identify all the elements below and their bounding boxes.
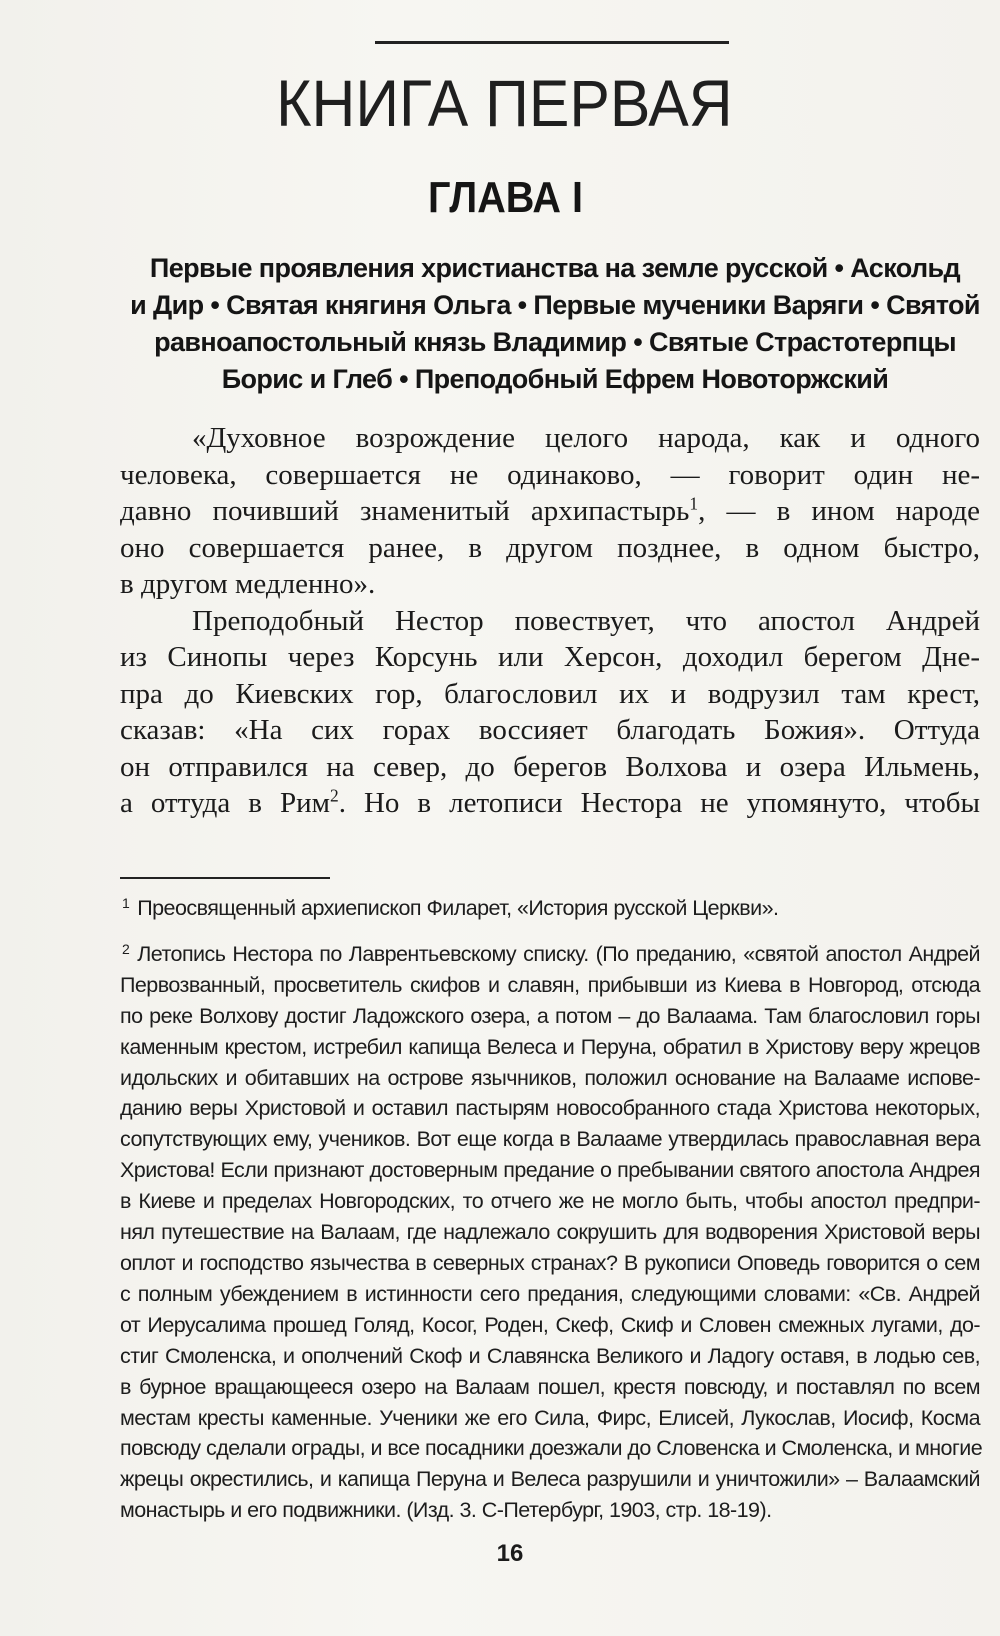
footnote-line: местам кресты каменные. Ученики же его Сила, Фирс, Елисей, Лукослав, Иосиф, Косма [120, 1405, 980, 1430]
text-line [120, 493, 980, 530]
footnote-line: с полным убеждением в истинности сего предания, следующими словами: «Св. Андрей [120, 1281, 980, 1306]
footnote-number: 1 [122, 895, 130, 911]
footnotes [120, 888, 983, 1526]
footnote-text: Преосвященный архиепископ Филарет, «История русской Церкви». [137, 896, 779, 920]
text-segment: а оттуда в Рим [120, 787, 330, 819]
footnote-line: нял путешествие на Валаам, где надлежало сокрушить для водворения Христовой веры [120, 1220, 980, 1245]
subtitle-line: равноапостольный князь Владимир • Святые Страстотерпцы [154, 327, 956, 357]
paragraph-2 [120, 603, 980, 822]
paragraph-1 [120, 420, 980, 603]
main-text [120, 420, 980, 822]
text-segment: , — в ином народе [698, 495, 980, 527]
footnote-number: 2 [122, 940, 130, 957]
footnote-separator [120, 877, 330, 879]
footnote-line: данию веры Христовой и оставил пастырям новособранного стада Христова некоторых, [120, 1096, 980, 1121]
footnote-line [120, 888, 980, 924]
text-line: человека, совершается не одинаково, — говорит один не- [120, 458, 980, 491]
footnote-ref-1: 1 [689, 493, 699, 514]
chapter-title: ГЛАВА I [427, 173, 584, 222]
footnote-line: каменным крестом, истребил капища Велеса и Перуна, обратил в Христову веру жрецов [120, 1034, 980, 1059]
footnote-line: Христова! Если признают достоверным предание о пребывании святого апостола Андрея [120, 1158, 980, 1183]
footnote-line: идольских и обитавших на острове язычников, положил основание на Валааме испове- [120, 1065, 980, 1090]
page-number: 16 [496, 1540, 524, 1567]
text-line: пра до Киевских гор, благословил их и водрузил там крест, [120, 677, 980, 710]
footnote-line: по реке Волхову достиг Ладожского озера, а потом – до Валаама. Там благословил горы [120, 1003, 980, 1028]
footnote-line: стиг Смоленска, и ополчений Скоф и Славянска Великого и Ладогу оставя, в лодью сев, [120, 1343, 980, 1368]
footnote-line: оплот и господство язычества в северных странах? В рукописи Оповедь говорится о сем [120, 1250, 980, 1275]
footnote-line: в Киеве и пределах Новгородских, то отчего же не могло быть, чтобы апостол предпри- [120, 1189, 980, 1214]
chapter-subtitle [130, 250, 980, 398]
text-line: в другом медленно». [120, 568, 376, 600]
subtitle-line: Первые проявления христианства на земле русской • Аскольд [149, 253, 961, 283]
top-rule [375, 41, 729, 44]
text-line: он отправился на север, до берегов Волхова и озера Ильмень, [120, 750, 980, 783]
footnote-line: жрецы окрестились, и капища Перуна и Велеса разрушили и уничтожили» – Валаамский [120, 1467, 980, 1492]
footnote-ref-2: 2 [329, 785, 339, 806]
text-line: «Духовное возрождение целого народа, как и одного [192, 422, 980, 454]
footnote-text: Летопись Нестора по Лаврентьевскому списку. (По преданию, «святой апостол Андрей [137, 941, 980, 966]
text-line: оно совершается ранее, в другом позднее, в одном быстро, [120, 531, 980, 564]
footnote-line: в бурное вращающееся озеро на Валаам пошел, крестя повсюду, и поставлял по всем [120, 1374, 980, 1399]
subtitle-line: Борис и Глеб • Преподобный Ефрем Новоторжский [221, 364, 889, 394]
text-segment: . Но в летописи Нестора не упомянуто, чтобы [338, 787, 980, 819]
text-line: из Синопы через Корсунь или Херсон, доходил берегом Дне- [120, 641, 980, 673]
text-segment: давно почивший знаменитый архипастырь [120, 495, 690, 527]
text-line: Преподобный Нестор повествует, что апостол Андрей [192, 604, 980, 637]
footnote-2 [120, 934, 983, 1526]
footnote-line: от Иерусалима прошед Голяд, Косог, Роден, Скеф, Скиф и Словен смежных лугами, до- [120, 1312, 980, 1337]
footnote-1 [120, 888, 980, 924]
footnote-line: Первозванный, просветитель скифов и славян, прибывши из Киева в Новгород, отсюда [120, 972, 980, 997]
footnote-line: повсюду сделали ограды, и все посадники доезжали до Словенска и Смоленска, и многие [120, 1436, 983, 1461]
footnote-line: сопутствующих ему, учеников. Вот еще когда в Валааме утвердилась православная вера [120, 1127, 980, 1152]
footnote-line: монастырь и его подвижники. (Изд. 3. С-Петербург, 1903, стр. 18-19). [120, 1498, 772, 1523]
book-title: КНИГА ПЕРВАЯ [276, 66, 733, 140]
text-line [120, 785, 980, 822]
footnote-line [120, 934, 980, 970]
subtitle-line: и Дир • Святая княгиня Ольга • Первые мученики Варяги • Святой [130, 290, 980, 320]
text-line: сказав: «На сих горах воссияет благодать Божия». Оттуда [120, 714, 980, 746]
